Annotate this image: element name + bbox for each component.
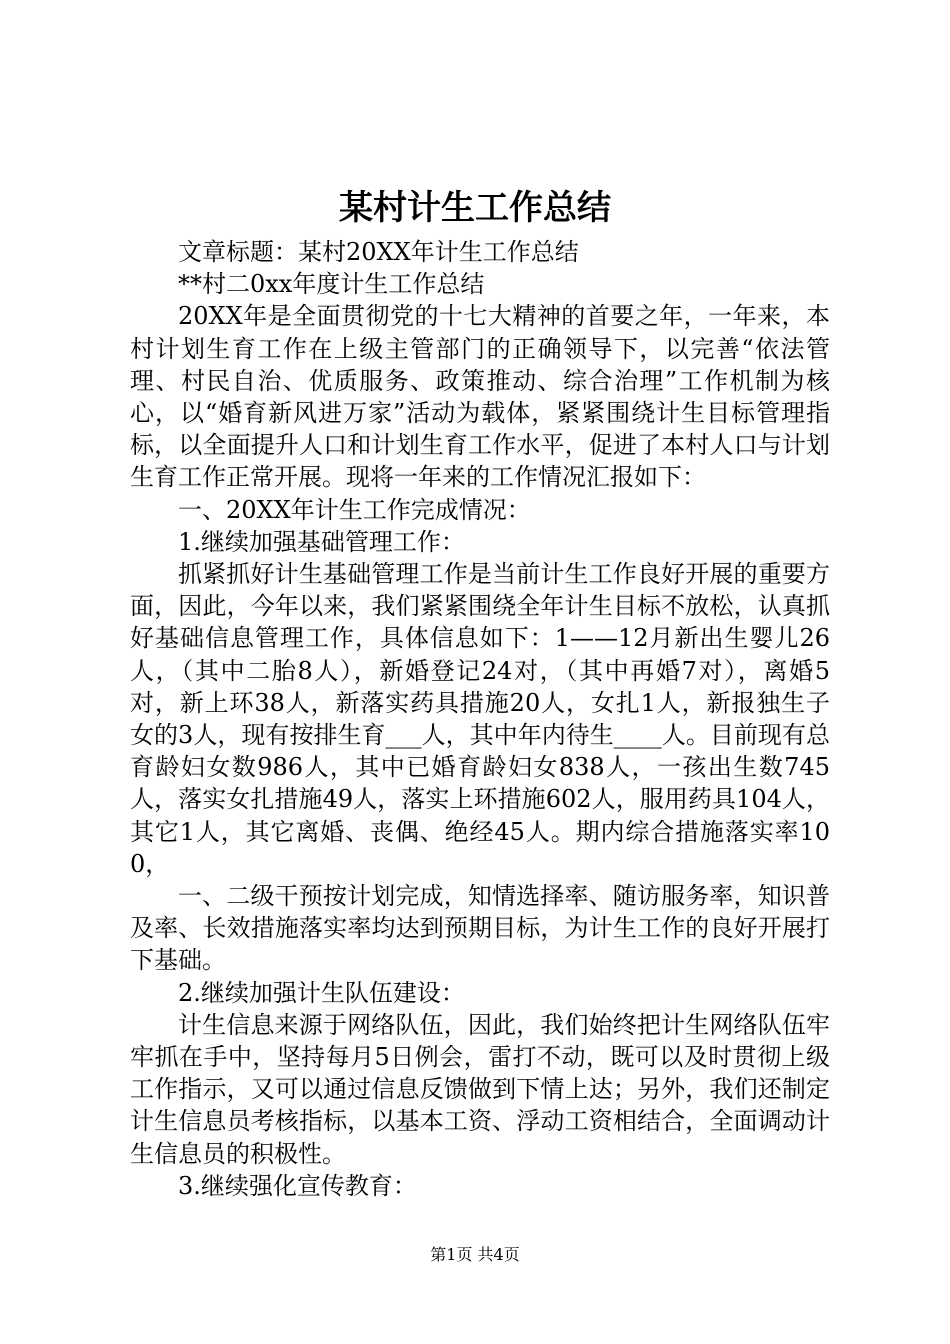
subsection-heading-1: 1.继续加强基础管理工作： [178,527,465,556]
article-heading-line: 文章标题：某村20XX年计生工作总结 [178,238,579,266]
intervention-paragraph: 一、二级干预按计划完成，知情选择率、随访服务率，知识普及率、长效措施落实率均达到预期目标，为计生工作的良好开展打下基础。 [130,882,830,975]
team-building-paragraph: 计生信息来源于网络队伍，因此，我们始终把计生网络队伍牢牢抓在手中，坚持每月5日例会，雷打不动，既可以及时贯彻上级工作指示，又可以通过信息反馈做到下情上达；另外，我们还制定计生信息员考核指标，以基本工资、浮动工资相结合，全面调动计生信息员的积极性。 [130,1010,830,1168]
subsection-heading-2: 2.继续加强计生队伍建设： [178,978,465,1007]
section-heading-1: 一、20XX年计生工作完成情况： [178,495,531,524]
subsection-heading-3: 3.继续强化宣传教育： [178,1171,417,1200]
document-body [130,236,830,1202]
basic-management-paragraph: 抓紧抓好计生基础管理工作是当前计生工作良好开展的重要方面，因此，今年以来，我们紧紧围绕全年计生目标不放松，认真抓好基础信息管理工作，具体信息如下：1——12月新出生婴儿26人，（其中二胎8人），新婚登记24对，（其中再婚7对），离婚5对，新上环38人，新落实药具措施20人，女扎1人，新报独生子女的3人，现有按排生育___人，其中年内待生____人。目前现有总育龄妇女数986人，其中已婚育龄妇女838人，一孩出生数745人，落实女扎措施49人，落实上环措施602人，服用药具104人，其它1人，其它离婚、丧偶、绝经45人。期内综合措施落实率100， [130,560,830,878]
intro-paragraph: 20XX年是全面贯彻党的十七大精神的首要之年，一年来，本村计划生育工作在上级主管部门的正确领导下，以完善“依法管理、村民自治、优质服务、政策推动、综合治理”工作机制为核心，以“婚育新风进万家”活动为载体，紧紧围绕计生目标管理指标，以全面提升人口和计划生育工作水平，促进了本村人口与计划生育工作正常开展。现将一年来的工作情况汇报如下： [130,302,830,492]
report-subtitle-line: **村二0xx年度计生工作总结 [178,270,485,299]
document-title: 某村计生工作总结 [339,188,611,228]
page-footer: 第1页 共4页 [430,1245,520,1264]
